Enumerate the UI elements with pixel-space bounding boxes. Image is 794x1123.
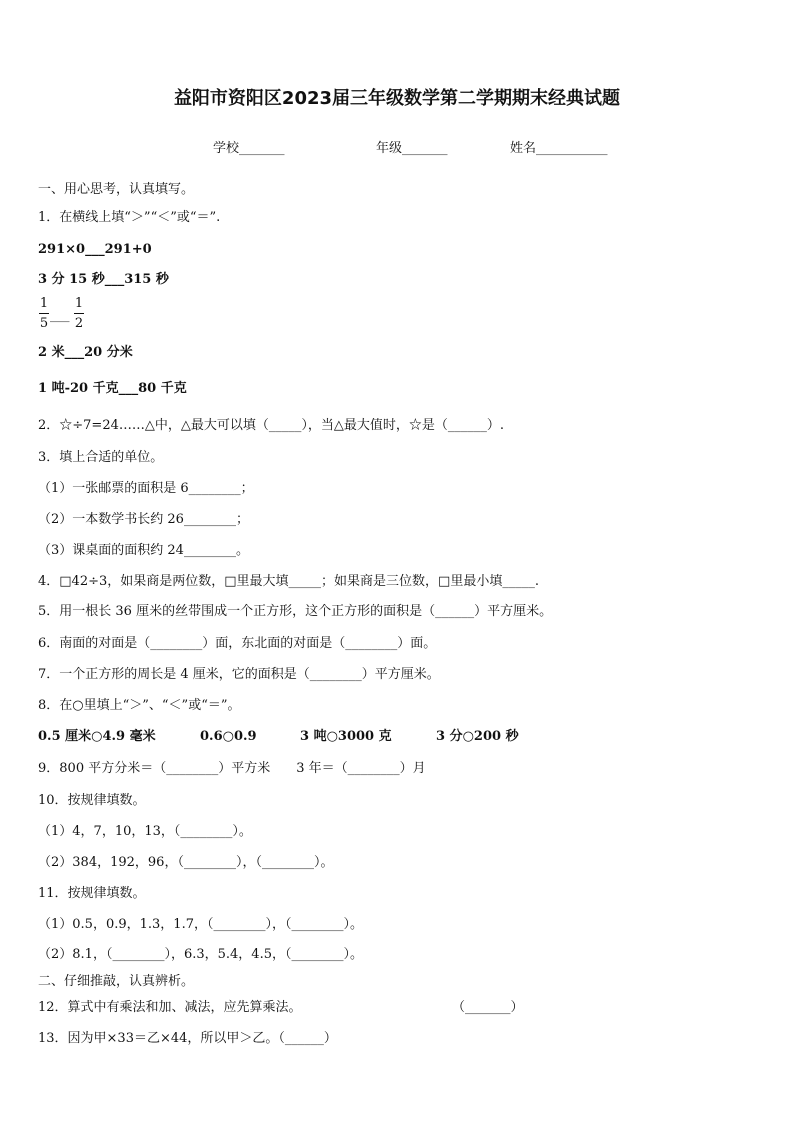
fraction-denominator: 2 [74,316,84,331]
compare-item: 0.6○0.9 [200,729,257,744]
question-13: 13．因为甲×33＝乙×44，所以甲＞乙。（______） [38,1031,337,1046]
question-1: 1．在横线上填“＞”“＜”或“＝”. [38,210,221,225]
q1-compare-1: 291×0___291+0 [38,242,152,257]
question-10-2: （2）384，192，96，（________），（________）。 [38,855,334,870]
fraction-one-half [74,297,84,331]
section-one-heading: 一、用心思考，认真填写。 [38,182,195,197]
fraction-numerator: 1 [39,296,49,311]
fraction-bar [39,313,49,314]
section-two-heading: 二、仔细推敲，认真辨析。 [38,974,195,989]
fraction-denominator: 5 [39,316,49,331]
compare-item: 3 吨○3000 克 [300,729,392,744]
question-4: 4．□42÷3，如果商是两位数，□里最大填_____；如果商是三位数，□里最小填_____. [38,574,539,589]
question-3: 3．填上合适的单位。 [38,450,164,465]
q1-compare-5: 1 吨-20 千克___80 千克 [38,381,187,396]
question-10: 10．按规律填数。 [38,793,146,808]
q1-compare-2: 3 分 15 秒___315 秒 [38,272,169,287]
question-2: 2．☆÷7=24……△中，△最大可以填（_____），当△最大值时，☆是（______）. [38,418,504,433]
school-field[interactable]: 学校_______ [213,141,285,156]
name-field[interactable]: 姓名___________ [510,141,608,156]
compare-item: 0.5 厘米○4.9 毫米 [38,729,156,744]
fraction-bar [74,313,84,314]
grade-field[interactable]: 年级_______ [376,141,448,156]
question-3-2: （2）一本数学书长约 26________； [38,512,249,527]
question-7: 7．一个正方形的周长是 4 厘米，它的面积是（________）平方厘米。 [38,667,440,682]
question-12-answer-blank[interactable]: （_______） [452,1000,524,1015]
compare-blank[interactable]: ___ [50,308,70,323]
question-11: 11．按规律填数。 [38,886,146,901]
fraction-one-fifth [39,297,49,331]
fraction-numerator: 1 [74,296,84,311]
question-9: 9．800 平方分米＝（________）平方米 3 年＝（________）月 [38,761,426,776]
q1-compare-4: 2 米___20 分米 [38,345,133,360]
compare-item: 3 分○200 秒 [436,729,519,744]
question-8: 8．在○里填上“＞”、“＜”或“＝”。 [38,698,241,713]
question-11-2: （2）8.1，（________），6.3，5.4，4.5，（________）。 [38,947,363,962]
question-10-1: （1）4，7，10，13，（________）。 [38,824,252,839]
question-5: 5．用一根长 36 厘米的丝带围成一个正方形，这个正方形的面积是（______）平方厘米。 [38,604,553,619]
question-6: 6．南面的对面是（________）面，东北面的对面是（________）面。 [38,636,437,651]
question-3-3: （3）课桌面的面积约 24________。 [38,543,249,558]
question-11-1: （1）0.5，0.9，1.3，1.7，（________），（________）。 [38,917,363,932]
page-title: 益阳市资阳区2023届三年级数学第二学期期末经典试题 [173,88,621,109]
question-3-1: （1）一张邮票的面积是 6________； [38,481,254,496]
question-12: 12．算式中有乘法和加、减法，应先算乘法。 [38,1000,302,1015]
